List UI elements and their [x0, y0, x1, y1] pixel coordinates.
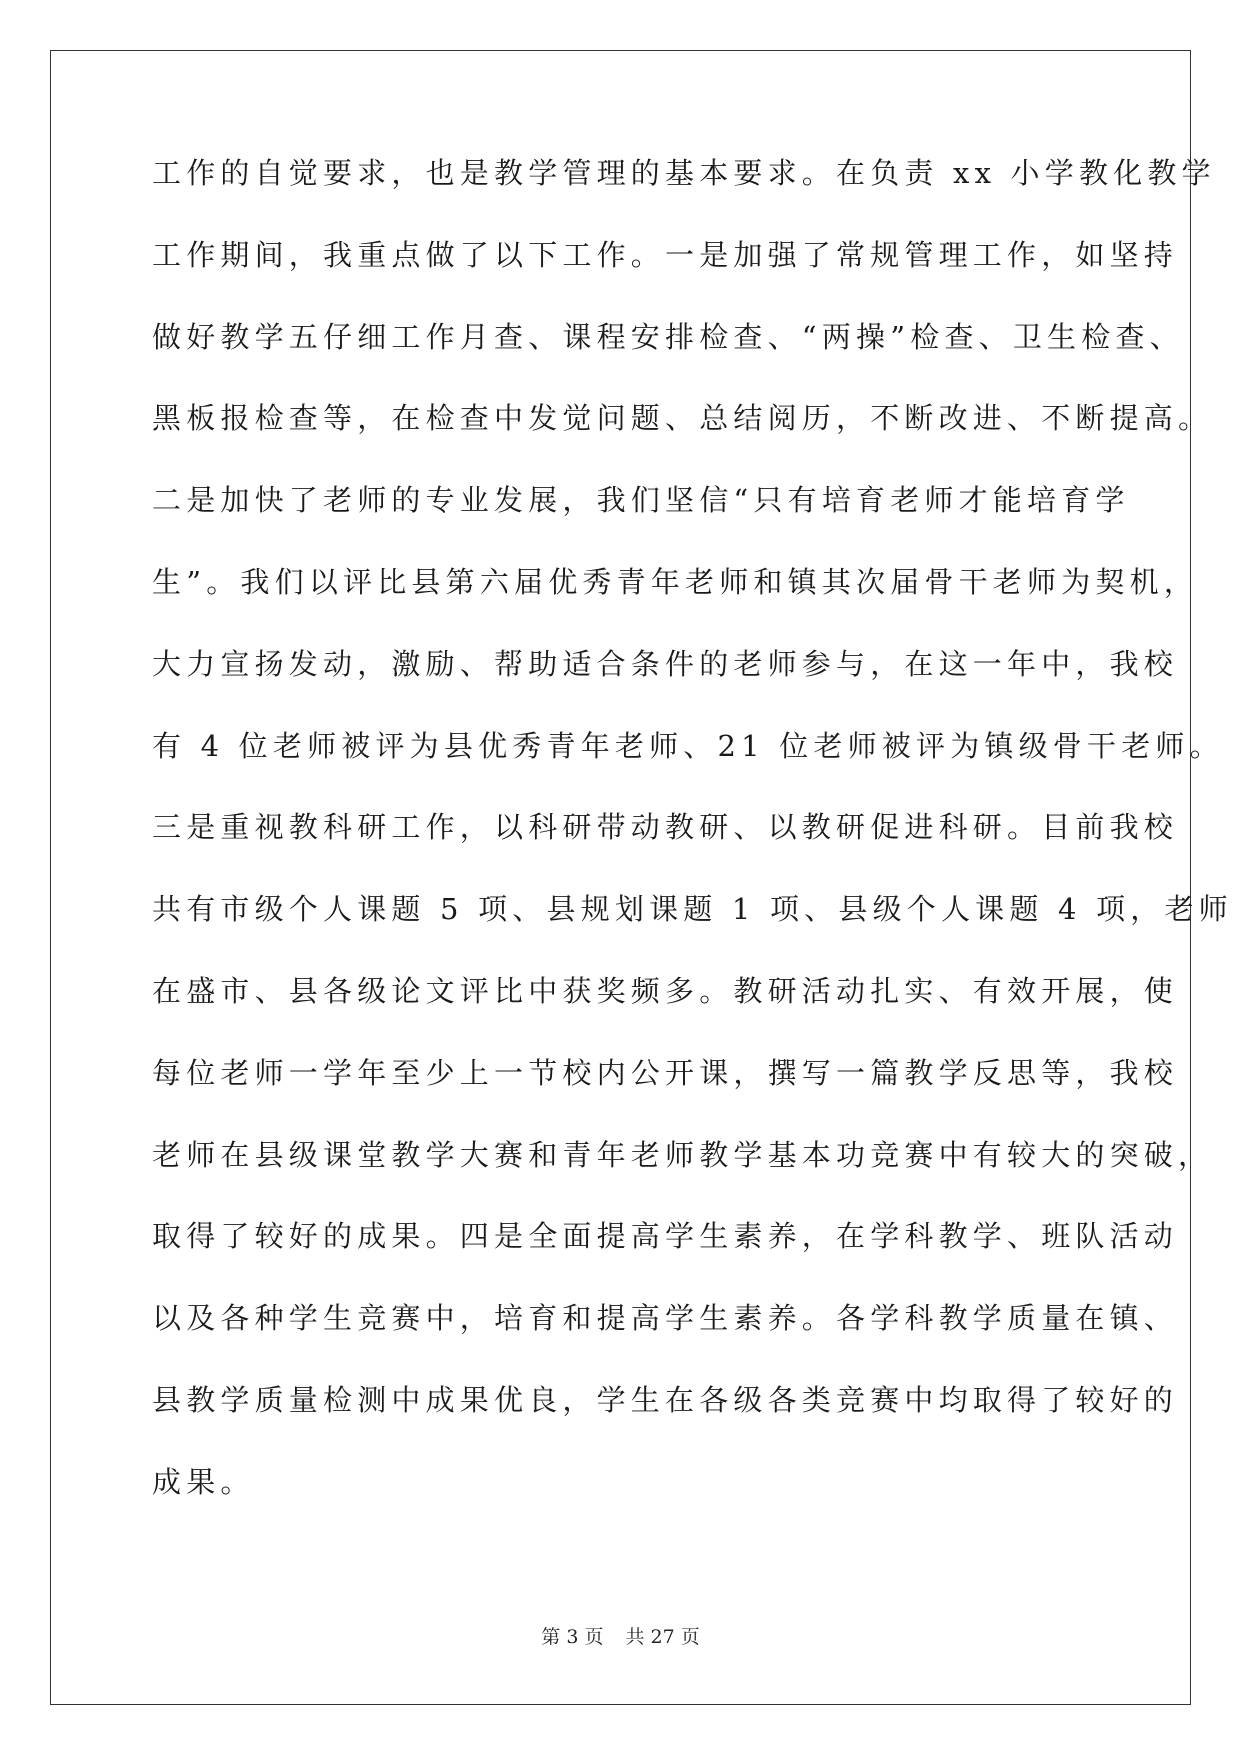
text-line: 成果。 — [152, 1464, 255, 1499]
text-line: 工作期间，我重点做了以下工作。一是加强了常规管理工作，如坚持 — [152, 237, 1179, 272]
text-line: 县教学质量检测中成果优良，学生在各级各类竞赛中均取得了较好的 — [152, 1382, 1179, 1417]
text-line: 每位老师一学年至少上一节校内公开课，撰写一篇教学反思等，我校 — [152, 1055, 1179, 1090]
text-line: 以及各种学生竞赛中，培育和提高学生素养。各学科教学质量在镇、 — [152, 1301, 1179, 1336]
text-line: 做好教学五仔细工作月查、课程安排检查、“两操”检查、卫生检查、 — [152, 319, 1184, 354]
text-line: 工作的自觉要求，也是教学管理的基本要求。在负责 xx 小学教化教学 — [152, 156, 1216, 190]
text-line: 黑板报检查等，在检查中发觉问题、总结阅历，不断改进、不断提高。 — [152, 401, 1213, 436]
text-line: 生”。我们以评比县第六届优秀青年老师和镇其次届骨干老师为契机， — [152, 564, 1199, 599]
text-line: 老师在县级课堂教学大赛和青年老师教学基本功竞赛中有较大的突破， — [152, 1137, 1213, 1172]
text-line: 大力宣扬发动，激励、帮助适合条件的老师参与，在这一年中，我校 — [152, 646, 1179, 681]
text-line: 取得了较好的成果。四是全面提高学生素养，在学科教学、班队活动 — [152, 1219, 1179, 1254]
text-line: 三是重视教科研工作，以科研带动教研、以教研促进科研。目前我校 — [152, 810, 1179, 845]
page-number: 第 3 页 — [541, 1626, 604, 1648]
text-line: 共有市级个人课题 5 项、县规划课题 1 项、县级个人课题 4 项，老师 — [152, 892, 1233, 927]
text-line: 二是加快了老师的专业发展，我们坚信“只有培育老师才能培育学 — [152, 483, 1130, 518]
page-footer — [0, 1625, 1241, 1649]
body-paragraph — [152, 156, 1233, 1549]
text-line: 在盛市、县各级论文评比中获奖频多。教研活动扎实、有效开展，使 — [152, 973, 1179, 1008]
text-line: 有 4 位老师被评为县优秀青年老师、21 位老师被评为镇级骨干老师。 — [152, 728, 1224, 763]
page-total: 共 27 页 — [625, 1626, 700, 1648]
